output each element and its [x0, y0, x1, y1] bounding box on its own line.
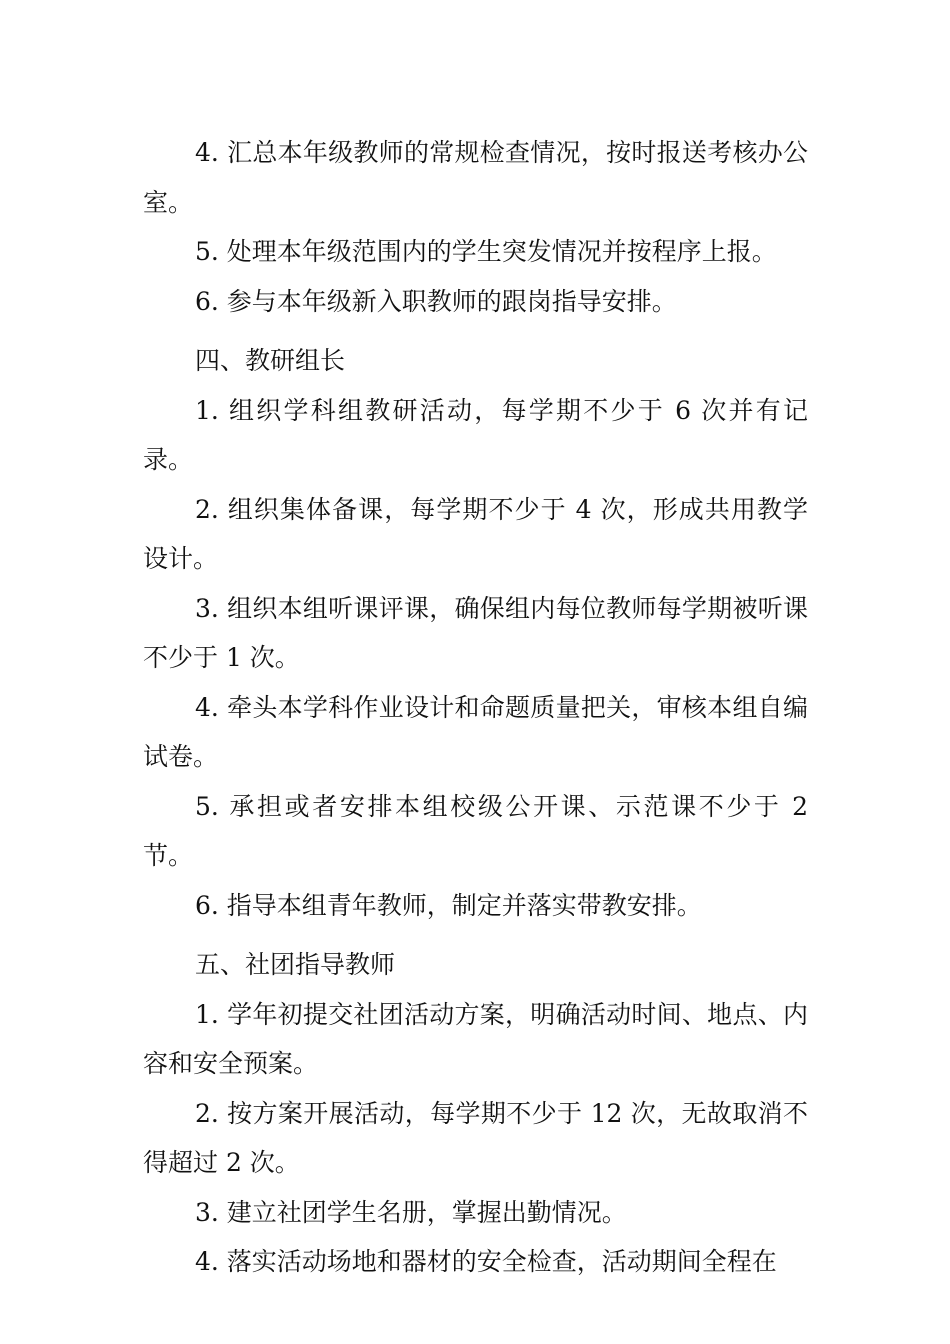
list-item: 6. 指导本组青年教师，制定并落实带教安排。 [195, 890, 702, 920]
list-item: 4. 汇总本年级教师的常规检查情况，按时报送考核办公室。 [143, 138, 808, 217]
list-item: 1. 组织学科组教研活动，每学期不少于 6 次并有记录。 [143, 395, 808, 474]
list-item: 6. 参与本年级新入职教师的跟岗指导安排。 [195, 286, 677, 316]
list-item: 3. 组织本组听课评课，确保组内每位教师每学期被听课不少于 1 次。 [143, 593, 808, 672]
section-heading: 四、教研组长 [195, 346, 346, 375]
list-item: 4. 牵头本学科作业设计和命题质量把关，审核本组自编试卷。 [143, 692, 808, 771]
list-item: 4. 落实活动场地和器材的安全检查，活动期间全程在 [195, 1247, 777, 1276]
document-body [143, 128, 808, 1287]
list-item: 5. 承担或者安排本组校级公开课、示范课不少于 2 节。 [143, 791, 808, 870]
section-heading: 五、社团指导教师 [195, 950, 396, 979]
list-item: 1. 学年初提交社团活动方案，明确活动时间、地点、内容和安全预案。 [143, 999, 808, 1078]
list-item: 5. 处理本年级范围内的学生突发情况并按程序上报。 [195, 237, 777, 266]
list-item: 2. 按方案开展活动，每学期不少于 12 次，无故取消不得超过 2 次。 [143, 1098, 808, 1177]
list-item: 2. 组织集体备课，每学期不少于 4 次，形成共用教学设计。 [143, 494, 808, 573]
list-item: 3. 建立社团学生名册，掌握出勤情况。 [195, 1197, 627, 1227]
